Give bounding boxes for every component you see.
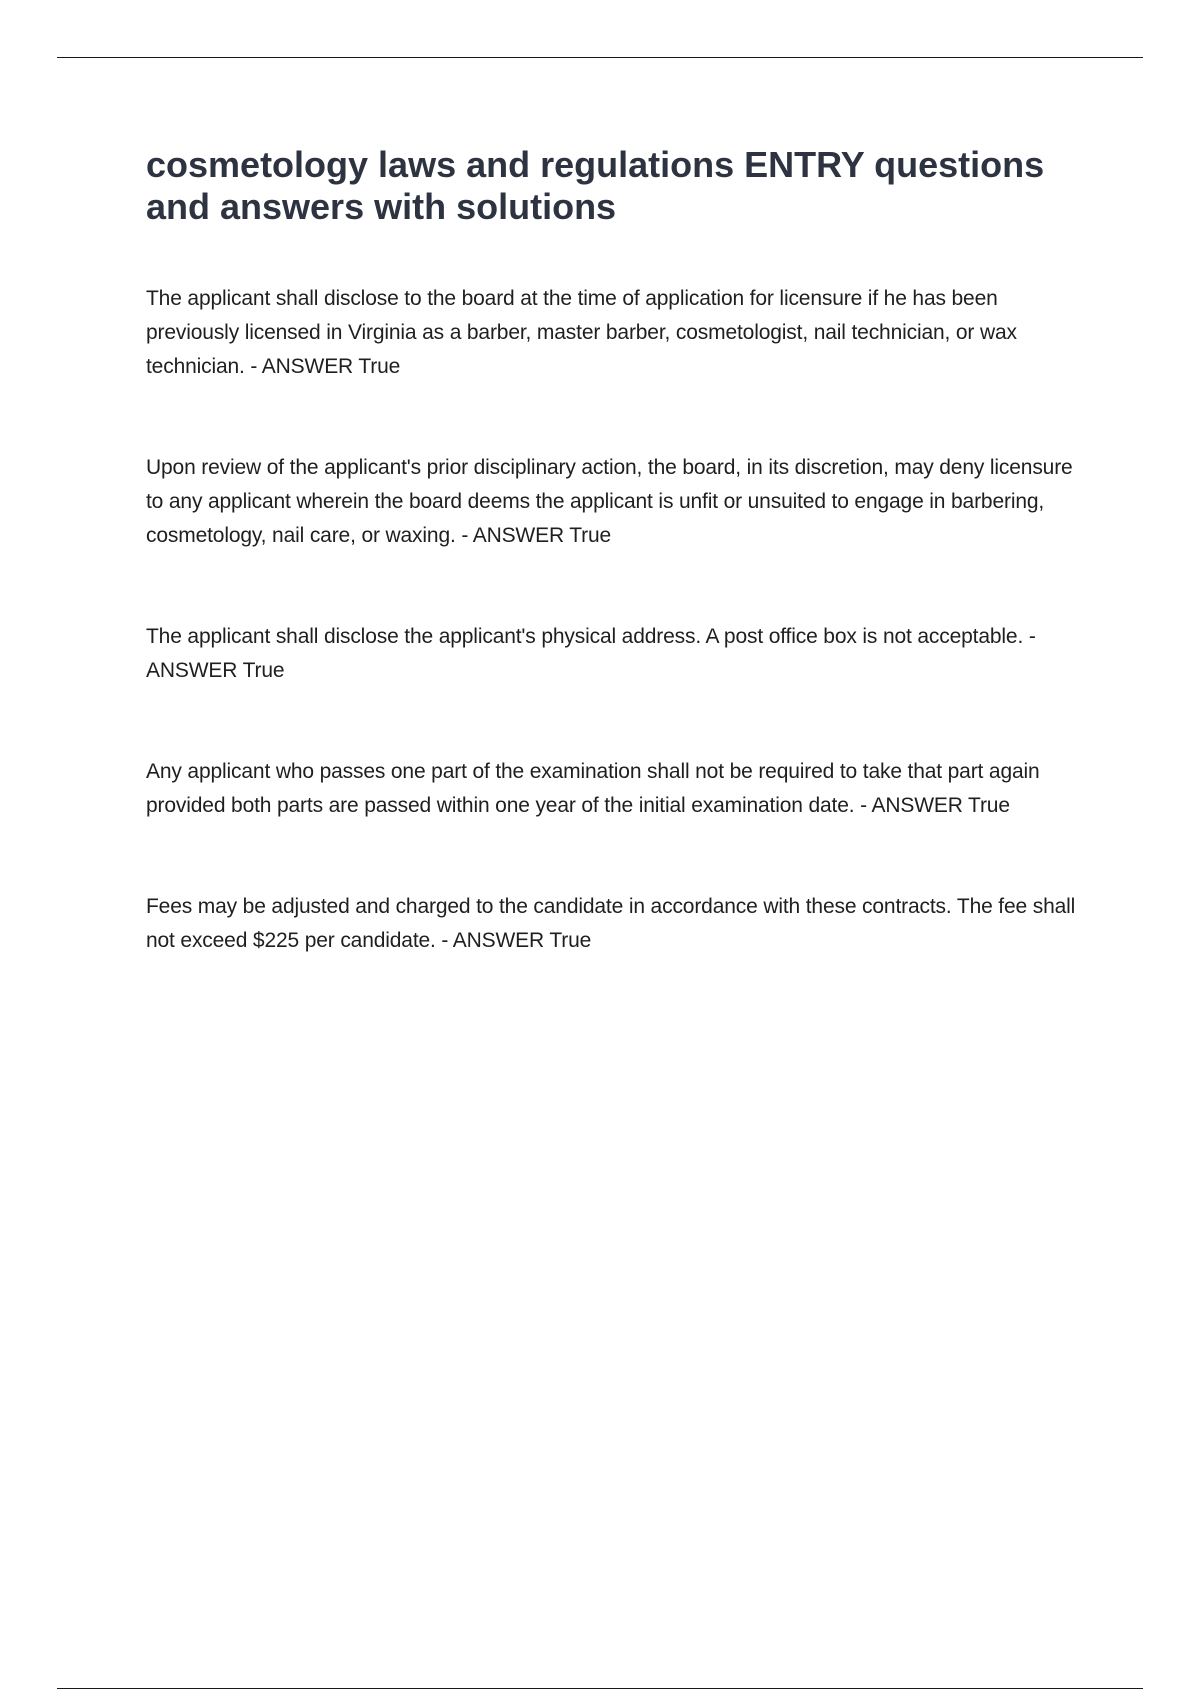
- qa-list: [146, 282, 1086, 1025]
- page-title: cosmetology laws and regulations ENTRY questions and answers with solutions: [146, 144, 1045, 227]
- qa-item: Upon review of the applicant's prior disciplinary action, the board, in its discretion, may deny licensure to any applicant wherein the board deems the applicant is unfit or unsuited to engage in barbering, cosmetology, nail care, or waxing. - ANSWER True: [146, 456, 1073, 547]
- qa-item: The applicant shall disclose to the board at the time of application for licensure if he has been previously licensed in Virginia as a barber, master barber, cosmetologist, nail technician, or wax technician. - ANSWER True: [146, 287, 1017, 378]
- qa-item: Any applicant who passes one part of the examination shall not be required to take that part again provided both parts are passed within one year of the initial examination date. - ANSWER True: [146, 760, 1040, 817]
- bottom-divider: [57, 1688, 1143, 1689]
- qa-item: The applicant shall disclose the applicant's physical address. A post office box is not acceptable. - ANSWER True: [146, 625, 1036, 682]
- qa-item: Fees may be adjusted and charged to the candidate in accordance with these contracts. The fee shall not exceed $225 per candidate. - ANSWER True: [146, 895, 1076, 952]
- top-divider: [57, 57, 1143, 58]
